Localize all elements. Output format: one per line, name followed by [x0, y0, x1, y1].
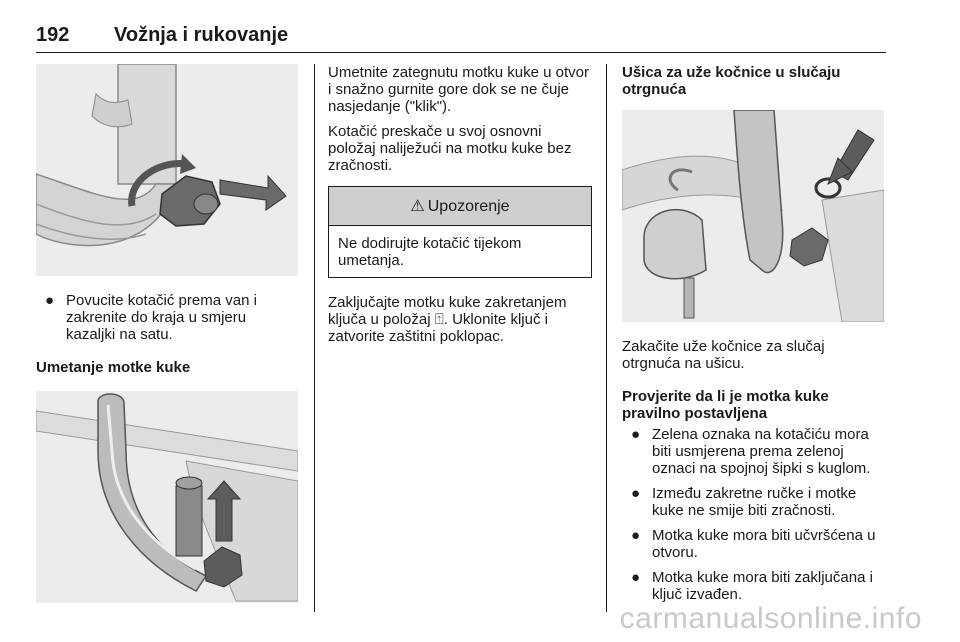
warning-text: Ne dodirujte kotačić tijekom umetanja.: [338, 235, 522, 269]
column-divider-1: [314, 64, 315, 612]
bullet-dot: ●: [631, 426, 641, 443]
column-divider-2: [606, 64, 607, 612]
page-number: 192: [36, 24, 70, 46]
illustration-pull-knob: [36, 64, 298, 276]
check-item-text: Motka kuke mora biti učvršćena u otvoru.: [652, 527, 876, 561]
warning-triangle-icon: ⚠: [410, 197, 425, 215]
list-item: [622, 426, 886, 477]
section-heading: Provjerite da li je motka kuke pravilno postavljena: [622, 388, 829, 422]
page-header: [36, 24, 886, 53]
section-heading: Umetanje motke kuke: [36, 359, 191, 376]
list-item: [622, 485, 886, 519]
paragraph-text-start: Zaključajte motku kuke zakretanjem ključa u položaj: [328, 294, 567, 328]
list-item: [622, 527, 886, 561]
illustration-insert-bar: [36, 391, 298, 603]
paragraph: [328, 294, 592, 345]
paragraph: Umetnite zategnutu motku kuke u otvor i snažno gurnite gore dok se ne čuje nasjedanje ("klik").: [328, 64, 589, 115]
check-item-text: Između zakretne ručke i motke kuke ne smije biti zračnosti.: [652, 485, 857, 519]
tow-bar-insert-drawing: [36, 391, 298, 603]
illustration-brake-cable-eye: [622, 110, 884, 322]
column-1: [36, 64, 298, 603]
warning-box: [328, 186, 592, 278]
list-item: [36, 292, 298, 343]
bullet-dot: ●: [631, 527, 641, 544]
watermark: carmanualsonline.info: [619, 602, 922, 635]
column-2: [328, 64, 592, 345]
paragraph: Zakačite uže kočnice za slučaj otrgnuća na ušicu.: [622, 338, 825, 372]
check-item-text: Motka kuke mora biti zaključana i ključ izvađen.: [652, 569, 873, 603]
warning-title: Upozorenje: [427, 197, 510, 215]
bullet-dot: ●: [631, 569, 641, 586]
paragraph-text-end: . Uklonite ključ i zatvorite zaštitni poklopac.: [328, 311, 548, 345]
key-lock-position-icon: ⍐: [434, 311, 444, 328]
check-item-text: Zelena oznaka na kotačiću mora biti usmjerena prema zelenoj oznaci na spojnoj šipki s kuglom.: [652, 426, 871, 477]
column-3: [622, 64, 886, 603]
paragraph: Kotačić preskače u svoj osnovni položaj naliježući na motku kuke bez zračnosti.: [328, 123, 572, 174]
section-heading: Ušica za uže kočnice u slučaju otrgnuća: [622, 64, 841, 98]
tow-bar-knob-drawing: [36, 64, 298, 276]
list-item: [622, 569, 886, 603]
instruction-text: Povucite kotačić prema van i zakrenite do kraja u smjeru kazaljki na satu.: [66, 292, 257, 343]
bullet-dot: ●: [631, 485, 641, 502]
bullet-dot: ●: [45, 292, 55, 309]
brake-eye-drawing: [622, 110, 884, 322]
page-title: Vožnja i rukovanje: [114, 24, 289, 46]
warning-header: [329, 187, 591, 226]
